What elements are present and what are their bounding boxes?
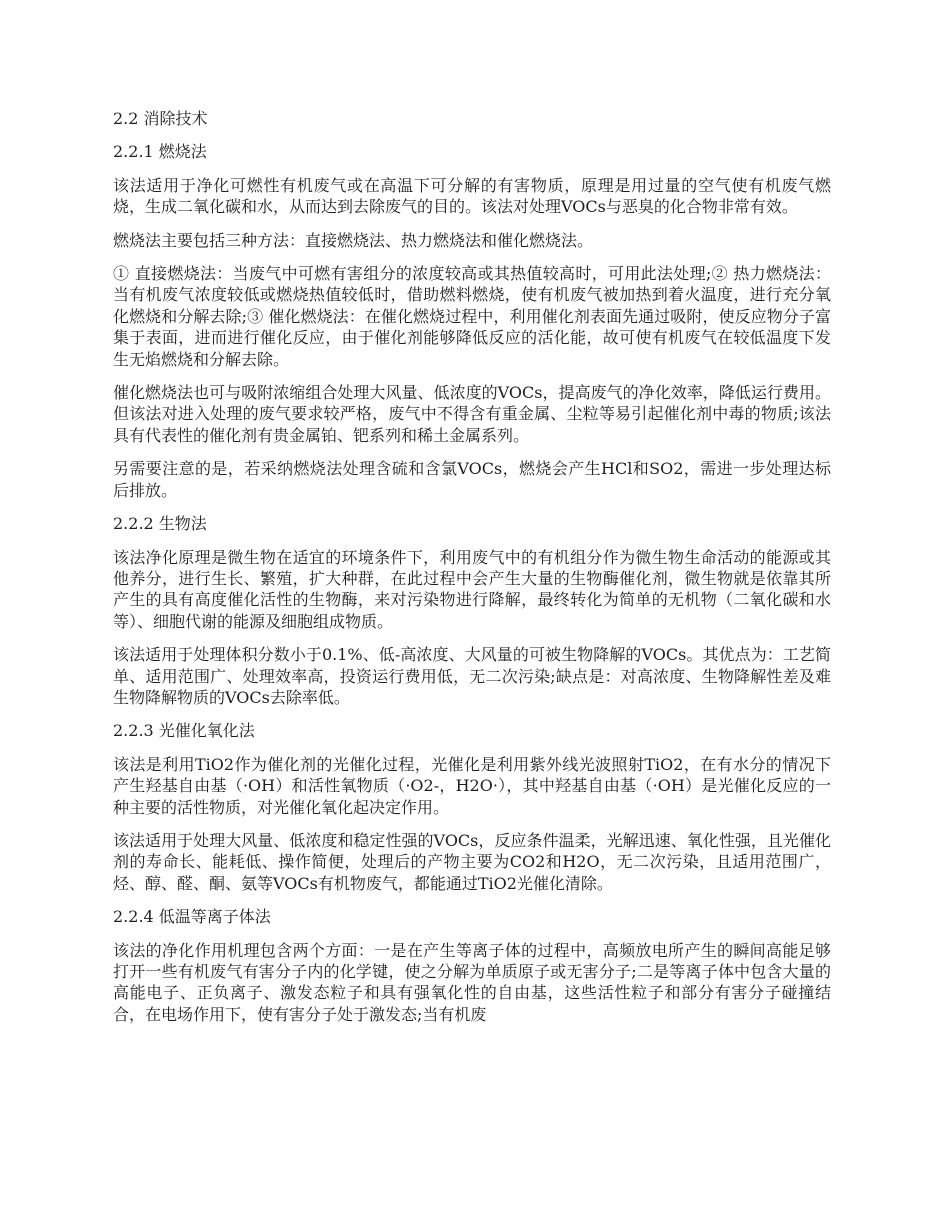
subsection-heading-plasma: 2.2.4 低温等离子体法 bbox=[113, 907, 271, 927]
paragraph-biological-principle: 该法净化原理是微生物在适宜的环境条件下，利用废气中的有机组分作为微生物生命活动的能源或其他养分，进行生长、繁殖，扩大种群，在此过程中会产生大量的生物酶催化剂，微生物就是依靠其所产生的具有高度催化活性的生物酶，来对污染物进行降解，最终转化为简单的无机物（二氧化碳和水等）、细胞代谢的能源及细胞组成物质。 bbox=[113, 547, 831, 631]
paragraph-photocatalysis-principle: 该法是利用TiO2作为催化剂的光催化过程，光催化是利用紫外线光波照射TiO2，在有水分的情况下产生羟基自由基（·OH）和活性氧物质（·O2-，H2O·），其中羟基自由基（·OH）是光催化反应的一种主要的活性物质，对光催化氧化起决定作用。 bbox=[113, 754, 831, 817]
paragraph-combustion-details: ① 直接燃烧法：当废气中可燃有害组分的浓度较高或其热值较高时，可用此法处理;② 热力燃烧法：当有机废气浓度较低或燃烧热值较低时，借助燃料燃烧，使有机废气被加热到着火温度，进行充分氧化燃烧和分解去除;③ 催化燃烧法：在催化燃烧过程中，利用催化剂表面先通过吸附，使反应物分子富集于表面，进而进行催化反应，由于催化剂能够降低反应的活化能，故可使有机废气在较低温度下发生无焰燃烧和分解去除。 bbox=[113, 264, 831, 369]
paragraph-combustion-intro: 该法适用于净化可燃性有机废气或在高温下可分解的有害物质，原理是用过量的空气使有机废气燃烧，生成二氧化碳和水，从而达到去除废气的目的。该法对处理VOCs与恶臭的化合物非常有效。 bbox=[113, 175, 831, 217]
subsection-heading-combustion: 2.2.1 燃烧法 bbox=[113, 142, 207, 162]
paragraph-catalytic-combustion: 催化燃烧法也可与吸附浓缩组合处理大风量、低浓度的VOCs，提高废气的净化效率，降低运行费用。但该法对进入处理的废气要求较严格，废气中不得含有重金属、尘粒等易引起催化剂中毒的物质;该法具有代表性的催化剂有贵金属铂、钯系列和稀土金属系列。 bbox=[113, 383, 831, 445]
paragraph-combustion-note: 另需要注意的是，若采纳燃烧法处理含硫和含氯VOCs，燃烧会产生HCl和SO2，需进一步处理达标后排放。 bbox=[113, 459, 831, 500]
subsection-heading-photocatalysis: 2.2.3 光催化氧化法 bbox=[113, 721, 255, 741]
section-heading: 2.2 消除技术 bbox=[113, 109, 208, 128]
paragraph-biological-application: 该法适用于处理体积分数小于0.1%、低-高浓度、大风量的可被生物降解的VOCs。其优点为：工艺简单、适用范围广、处理效率高，投资运行费用低，无二次污染;缺点是：对高浓度、生物降解性差及难生物降解物质的VOCs去除率低。 bbox=[113, 645, 831, 707]
paragraph-plasma-mechanism: 该法的净化作用机理包含两个方面：一是在产生等离子体的过程中，高频放电所产生的瞬间高能足够打开一些有机废气有害分子内的化学键，使之分解为单质原子或无害分子;二是等离子体中包含大量的高能电子、正负离子、激发态粒子和具有强氧化性的自由基，这些活性粒子和部分有害分子碰撞结合，在电场作用下，使有害分子处于激发态;当有机废 bbox=[113, 940, 831, 1024]
paragraph-photocatalysis-application: 该法适用于处理大风量、低浓度和稳定性强的VOCs，反应条件温柔，光解迅速、氧化性强，且光催化剂的寿命长、能耗低、操作简便，处理后的产物主要为CO2和H2O，无二次污染，且适用范围广，烃、醇、醛、酮、氨等VOCs有机物废气，都能通过TiO2光催化清除。 bbox=[113, 830, 831, 893]
paragraph-combustion-methods: 燃烧法主要包括三种方法：直接燃烧法、热力燃烧法和催化燃烧法。 bbox=[113, 230, 594, 250]
document-page bbox=[113, 108, 831, 1037]
subsection-heading-biological: 2.2.2 生物法 bbox=[113, 514, 207, 534]
